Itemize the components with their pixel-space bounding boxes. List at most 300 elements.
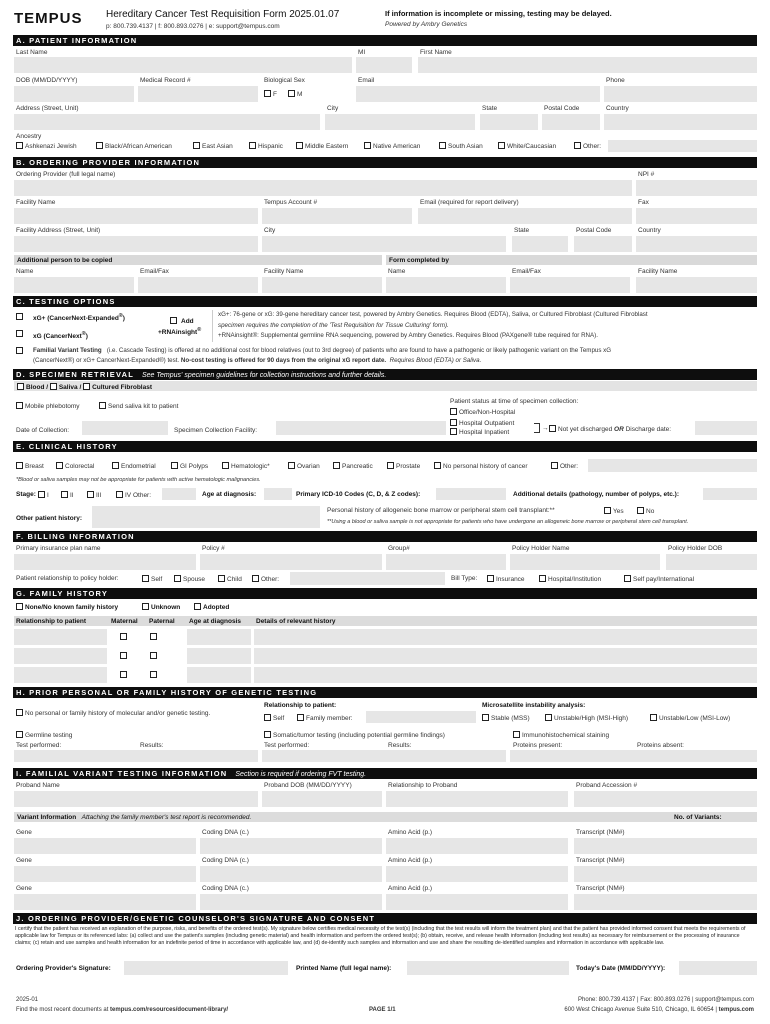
- mi-label: MI: [358, 49, 366, 56]
- germline-results-label: Results:: [140, 742, 164, 749]
- copy-email-label: Email/Fax: [140, 268, 169, 275]
- bill-hospital[interactable]: Hospital/Institution: [539, 575, 601, 583]
- num-variants-label: No. of Variants:: [674, 814, 722, 821]
- last-name-label: Last Name: [16, 49, 48, 56]
- cancer-pancreatic[interactable]: Pancreatic: [333, 462, 373, 470]
- signature-field[interactable]: [124, 961, 288, 975]
- phone-label: Phone: [606, 77, 625, 84]
- ancestry-other-field[interactable]: [608, 140, 757, 152]
- postal-field[interactable]: [542, 114, 600, 130]
- transplant-no[interactable]: No: [637, 507, 654, 515]
- checkbox[interactable]: [249, 142, 256, 149]
- checkbox[interactable]: [549, 425, 556, 432]
- mrn-field[interactable]: [138, 86, 258, 102]
- proteins-absent-label: Proteins absent:: [637, 742, 684, 749]
- test-desc-1: xG+: 76-gene or xG: 39-gene hereditary cancer test, powered by Ambry Genetics. Requires Blood (EDTA), Saliva, or Cultured Fibroblast (Cultured Fibroblast: [218, 311, 648, 318]
- checkbox[interactable]: [487, 575, 494, 582]
- additional-details-label: Additional details (pathology, number of polyps, etc.):: [513, 491, 679, 498]
- checkbox[interactable]: [288, 462, 295, 469]
- msi-label: Microsatellite instability analysis:: [482, 702, 586, 709]
- account-field[interactable]: [262, 208, 412, 224]
- icd-field[interactable]: [436, 488, 506, 500]
- no-prior-testing[interactable]: No personal or family history of molecular and/or genetic testing.: [16, 709, 210, 717]
- relationship-to-patient-label: Relationship to patient:: [264, 702, 337, 709]
- checkbox[interactable]: [171, 462, 178, 469]
- col-age-dx: Age at diagnosis: [189, 618, 242, 625]
- checkbox[interactable]: [574, 142, 581, 149]
- copy-name-label: Name: [16, 268, 34, 275]
- ancestry-middle-eastern[interactable]: Middle Eastern: [296, 142, 348, 150]
- checkbox[interactable]: [194, 603, 201, 610]
- arrow-icon: →: [542, 425, 549, 432]
- checkbox[interactable]: [450, 408, 457, 415]
- cancer-other-field[interactable]: [588, 459, 757, 472]
- fibroblast-option[interactable]: Cultured Fibroblast: [83, 384, 152, 391]
- ancestry-label: Ancestry: [16, 133, 42, 140]
- city-field[interactable]: [325, 114, 475, 130]
- proband-rel-label: Relationship to Proband: [388, 782, 458, 789]
- provider-city-field[interactable]: [262, 236, 506, 252]
- checkbox[interactable]: [16, 462, 23, 469]
- germline-option[interactable]: Germline testing: [16, 731, 72, 739]
- checkbox[interactable]: [56, 462, 63, 469]
- fh-row1-details[interactable]: [254, 629, 757, 645]
- proband-dob-field[interactable]: [262, 791, 382, 807]
- group-field[interactable]: [386, 554, 506, 570]
- checkbox[interactable]: [296, 142, 303, 149]
- report-email-label: Email (required for report delivery): [420, 199, 519, 206]
- section-i-header: I. FAMILIAL VARIANT TESTING INFORMATION Section is required if ordering FVT testing.: [13, 768, 757, 779]
- tempus-logo: TEMPUS: [14, 10, 83, 27]
- report-email-field[interactable]: [418, 208, 632, 224]
- fh-row3-paternal[interactable]: [150, 671, 157, 678]
- inpatient-option[interactable]: Hospital Inpatient: [450, 428, 509, 436]
- msi-high[interactable]: Unstable/High (MSI-High): [545, 714, 628, 722]
- policy-field[interactable]: [200, 554, 382, 570]
- xg-plus-checkbox[interactable]: [16, 313, 23, 320]
- coding-field-1[interactable]: [200, 838, 382, 854]
- printed-name-field[interactable]: [407, 961, 569, 975]
- amino-field-1[interactable]: [386, 838, 568, 854]
- checkbox[interactable]: [297, 714, 304, 721]
- fax-field[interactable]: [636, 208, 757, 224]
- plan-label: Primary insurance plan name: [16, 545, 101, 552]
- provider-field[interactable]: [14, 180, 632, 196]
- checkbox[interactable]: [387, 462, 394, 469]
- provider-country-field[interactable]: [636, 236, 757, 252]
- form-title: Hereditary Cancer Test Requisition Form 2025.01.07: [106, 9, 340, 20]
- provider-postal-field[interactable]: [574, 236, 632, 252]
- somatic-test-label: Test performed:: [264, 742, 310, 749]
- bill-insurance[interactable]: Insurance: [487, 575, 525, 583]
- checkbox[interactable]: [551, 462, 558, 469]
- other-history-label: Other patient history:: [16, 515, 83, 522]
- prior-self[interactable]: Self: [264, 714, 284, 722]
- fh-row2-details[interactable]: [254, 648, 757, 664]
- provider-postal-label: Postal Code: [576, 227, 612, 234]
- rel-self[interactable]: Self: [142, 575, 162, 583]
- checkbox[interactable]: [624, 575, 631, 582]
- proband-dob-label: Proband DOB (MM/DD/YYYY): [264, 782, 352, 789]
- add-label: Add: [181, 318, 194, 325]
- today-date-field[interactable]: [679, 961, 757, 975]
- transcript-field-3[interactable]: [574, 894, 757, 910]
- checkbox[interactable]: [650, 714, 657, 721]
- transcript-label-3: Transcript (NM#): [576, 885, 625, 892]
- col-details: Details of relevant history: [256, 618, 336, 625]
- somatic-field[interactable]: [262, 750, 506, 762]
- gene-field-1[interactable]: [14, 838, 196, 854]
- additional-details-field[interactable]: [703, 488, 757, 500]
- completed-facility-field[interactable]: [636, 277, 757, 293]
- signature-label: Ordering Provider's Signature:: [16, 965, 111, 972]
- test-desc-3: +RNAinsight®: Supplemental germline RNA sequencing, powered by Ambry Genetics. Requires Blood (PAXgene® tube required for RNA).: [218, 332, 598, 339]
- checkbox[interactable]: [142, 603, 149, 610]
- xg-checkbox[interactable]: [16, 330, 23, 337]
- checkbox[interactable]: [439, 142, 446, 149]
- fh-row1-maternal[interactable]: [120, 633, 127, 640]
- transplant-note: **Using a blood or saliva sample is not appropriate for patients who have undergone an allogeneic bone marrow or peripheral stem cell transplant.: [327, 519, 689, 525]
- coding-label-2: Coding DNA (c.): [202, 857, 249, 864]
- fh-row1-relationship[interactable]: [14, 629, 107, 645]
- coding-label-1: Coding DNA (c.): [202, 829, 249, 836]
- msi-low[interactable]: Unstable/Low (MSI-Low): [650, 714, 730, 722]
- copy-facility-field[interactable]: [262, 277, 382, 293]
- page-number: PAGE 1/1: [369, 1007, 396, 1013]
- checkbox[interactable]: [38, 491, 45, 498]
- checkbox[interactable]: [264, 714, 271, 721]
- section-j-header: J. ORDERING PROVIDER/GENETIC COUNSELOR'S SIGNATURE AND CONSENT: [13, 913, 757, 924]
- section-g-header: G. FAMILY HISTORY: [13, 588, 757, 599]
- holder-label: Policy Holder Name: [512, 545, 570, 552]
- section-b-header: B. ORDERING PROVIDER INFORMATION: [13, 157, 757, 168]
- email-label: Email: [358, 77, 375, 84]
- ancestry-south-asian[interactable]: South Asian: [439, 142, 483, 150]
- ancestry-native-american[interactable]: Native American: [364, 142, 420, 150]
- first-name-field[interactable]: [418, 57, 757, 73]
- checkbox[interactable]: [513, 731, 520, 738]
- checkbox[interactable]: [112, 462, 119, 469]
- mrn-label: Medical Record #: [140, 77, 191, 84]
- facility-address-field[interactable]: [14, 236, 258, 252]
- section-d-header: D. SPECIMEN RETRIEVAL See Tempus' specimen guidelines for collection instructions and further details.: [13, 369, 757, 380]
- cancer-colorectal[interactable]: Colorectal: [56, 462, 94, 470]
- sex-m-checkbox[interactable]: [288, 90, 295, 97]
- checkbox[interactable]: [116, 491, 123, 498]
- gene-label-2: Gene: [16, 857, 32, 864]
- phone-field[interactable]: [604, 86, 757, 102]
- transplant-yes[interactable]: Yes: [604, 507, 624, 515]
- checkbox[interactable]: [539, 575, 546, 582]
- checkbox[interactable]: [434, 462, 441, 469]
- cancer-endometrial[interactable]: Endometrial: [112, 462, 156, 470]
- section-e-header: E. CLINICAL HISTORY: [13, 441, 757, 452]
- checkbox[interactable]: [16, 603, 23, 610]
- divider: [212, 310, 213, 342]
- checkbox[interactable]: [16, 731, 23, 738]
- stage-label: Stage:: [16, 491, 36, 498]
- germline-test-label: Test performed:: [16, 742, 62, 749]
- checkbox[interactable]: [87, 491, 94, 498]
- checkbox[interactable]: [96, 142, 103, 149]
- fh-adopted[interactable]: Adopted: [194, 603, 229, 611]
- npi-field[interactable]: [636, 180, 757, 196]
- state-field[interactable]: [480, 114, 538, 130]
- age-dx-label: Age at diagnosis:: [202, 491, 257, 498]
- xg-label: xG (CancerNext®): [33, 331, 88, 341]
- group-label: Group#: [388, 545, 410, 552]
- fh-row3-age[interactable]: [187, 667, 251, 683]
- ancestry-black[interactable]: Black/African American: [96, 142, 172, 150]
- amino-field-3[interactable]: [386, 894, 568, 910]
- cancer-prostate[interactable]: Prostate: [387, 462, 420, 470]
- send-saliva-option[interactable]: Send saliva kit to patient: [99, 402, 178, 410]
- checkbox[interactable]: [498, 142, 505, 149]
- sex-label: Biological Sex: [264, 77, 305, 84]
- somatic-option[interactable]: Somatic/tumor testing (including potential germline findings): [264, 731, 445, 739]
- provider-state-field[interactable]: [512, 236, 568, 252]
- section-f-header: F. BILLING INFORMATION: [13, 531, 757, 542]
- form-completed-header: Form completed by: [386, 255, 757, 265]
- stage-iv[interactable]: IV Other:: [116, 491, 151, 499]
- col-relationship: Relationship to patient: [16, 618, 87, 625]
- checkbox[interactable]: [545, 714, 552, 721]
- fax-label: Fax: [638, 199, 649, 206]
- ancestry-white[interactable]: White/Caucasian: [498, 142, 556, 150]
- checkbox[interactable]: [604, 507, 611, 514]
- ancestry-other[interactable]: Other:: [574, 142, 601, 150]
- stage-i[interactable]: I: [38, 491, 49, 499]
- transcript-label-1: Transcript (NM#): [576, 829, 625, 836]
- completed-email-label: Email/Fax: [512, 268, 541, 275]
- proband-name-field[interactable]: [14, 791, 258, 807]
- footer-address: 600 West Chicago Avenue Suite 510, Chicago, IL 60654 | tempus.com: [564, 1007, 754, 1013]
- coding-field-3[interactable]: [200, 894, 382, 910]
- checkbox[interactable]: [333, 462, 340, 469]
- fh-row2-age[interactable]: [187, 648, 251, 664]
- mobile-phlebotomy-option[interactable]: Mobile phlebotomy: [16, 402, 80, 410]
- discharge-date-field[interactable]: [695, 421, 757, 435]
- patient-status-label: Patient status at time of specimen collection:: [450, 398, 579, 405]
- checkbox[interactable]: [450, 419, 457, 426]
- mi-field[interactable]: [356, 57, 412, 73]
- accession-label: Proband Accession #: [576, 782, 638, 789]
- fh-row2-maternal[interactable]: [120, 652, 127, 659]
- facility-label: Facility Name: [16, 199, 56, 206]
- checkbox[interactable]: [252, 575, 259, 582]
- sex-m-option[interactable]: M: [288, 90, 302, 98]
- copy-facility-label: Facility Name: [264, 268, 304, 275]
- gene-label-1: Gene: [16, 829, 32, 836]
- stage-other-field[interactable]: [162, 488, 196, 500]
- npi-label: NPI #: [638, 171, 655, 178]
- dob-label: DOB (MM/DD/YYYY): [16, 77, 78, 84]
- sex-f-option[interactable]: F: [264, 90, 277, 98]
- rel-other[interactable]: Other:: [252, 575, 279, 583]
- additional-person-header: Additional person to be copied: [14, 255, 382, 265]
- cancer-breast[interactable]: Breast: [16, 462, 44, 470]
- checkbox[interactable]: [16, 142, 23, 149]
- add-rna-checkbox[interactable]: [170, 317, 177, 324]
- ancestry-ashkenazi[interactable]: Ashkenazi Jewish: [16, 142, 77, 150]
- bill-selfpay[interactable]: Self pay/International: [624, 575, 694, 583]
- bill-type-label: Bill Type:: [451, 575, 478, 582]
- account-label: Tempus Account #: [264, 199, 318, 206]
- provider-state-label: State: [514, 227, 530, 234]
- footer-phone: Phone: 800.739.4137 | Fax: 800.893.0276 | support@tempus.com: [578, 997, 754, 1003]
- dob-field[interactable]: [14, 86, 134, 102]
- ancestry-hispanic[interactable]: Hispanic: [249, 142, 283, 150]
- office-option[interactable]: Office/Non-Hospital: [450, 408, 515, 416]
- cancer-ovarian[interactable]: Ovarian: [288, 462, 320, 470]
- fh-row2-relationship[interactable]: [14, 648, 107, 664]
- gene-label-3: Gene: [16, 885, 32, 892]
- coding-label-3: Coding DNA (c.): [202, 885, 249, 892]
- fh-none[interactable]: None/No known family history: [16, 603, 118, 611]
- fh-row3-maternal[interactable]: [120, 671, 127, 678]
- other-history-field[interactable]: [92, 506, 320, 528]
- transcript-field-2[interactable]: [574, 866, 757, 882]
- city-label: City: [327, 105, 339, 112]
- footer-code: 2025-01: [16, 997, 39, 1003]
- checkbox[interactable]: [450, 428, 457, 435]
- fh-row3-relationship[interactable]: [14, 667, 107, 683]
- checkbox[interactable]: [482, 714, 489, 721]
- icd-label: Primary ICD-10 Codes (C, D, & Z codes):: [296, 491, 421, 498]
- prior-family-member[interactable]: Family member:: [297, 714, 353, 722]
- facility-field[interactable]: [14, 208, 258, 224]
- address-field[interactable]: [14, 114, 320, 130]
- last-name-field[interactable]: [14, 57, 352, 73]
- checkbox[interactable]: [264, 731, 271, 738]
- test-desc-2: specimen requires the completion of the 'Test Requisition for Tissue Culturing' form).: [218, 322, 449, 329]
- provider-label: Ordering Provider (full legal name): [16, 171, 116, 178]
- inpatient-bracket: [534, 423, 540, 433]
- stage-ii[interactable]: II: [61, 491, 74, 499]
- col-paternal: Paternal: [149, 618, 175, 625]
- rel-spouse[interactable]: Spouse: [174, 575, 205, 583]
- holder-dob-field[interactable]: [666, 554, 757, 570]
- somatic-results-label: Results:: [388, 742, 412, 749]
- checkbox[interactable]: [16, 402, 23, 409]
- msi-stable[interactable]: Stable (MSS): [482, 714, 530, 722]
- age-dx-field[interactable]: [264, 488, 292, 500]
- completed-facility-label: Facility Name: [638, 268, 678, 275]
- amino-label-2: Amino Acid (p.): [388, 857, 433, 864]
- cancer-hematologic[interactable]: Hematologic*: [222, 462, 270, 470]
- proteins-present-label: Proteins present:: [513, 742, 563, 749]
- fh-row1-paternal[interactable]: [150, 633, 157, 640]
- checkbox[interactable]: [364, 142, 371, 149]
- amino-label-3: Amino Acid (p.): [388, 885, 433, 892]
- holder-dob-label: Policy Holder DOB: [668, 545, 723, 552]
- cancer-none[interactable]: No personal history of cancer: [434, 462, 528, 470]
- header-contact: p: 800.739.4137 | f: 800.893.0276 | e: support@tempus.com: [106, 23, 280, 30]
- fh-row2-paternal[interactable]: [150, 652, 157, 659]
- ancestry-east-asian[interactable]: East Asian: [193, 142, 233, 150]
- family-member-field[interactable]: [366, 711, 476, 723]
- printed-name-label: Printed Name (full legal name):: [296, 965, 392, 972]
- fh-unknown[interactable]: Unknown: [142, 603, 180, 611]
- copy-email-field[interactable]: [138, 277, 258, 293]
- country-field[interactable]: [604, 114, 757, 130]
- proband-rel-field[interactable]: [386, 791, 568, 807]
- familial-checkbox[interactable]: [16, 347, 23, 354]
- amino-field-2[interactable]: [386, 866, 568, 882]
- outpatient-option[interactable]: Hospital Outpatient: [450, 419, 514, 427]
- fibroblast-checkbox[interactable]: [83, 383, 90, 390]
- not-discharged-option[interactable]: Not yet discharged OR Discharge date:: [549, 425, 671, 433]
- header-warning: If information is incomplete or missing, testing may be delayed.: [385, 9, 612, 18]
- rel-other-field[interactable]: [290, 572, 445, 585]
- rel-child[interactable]: Child: [218, 575, 242, 583]
- checkbox[interactable]: [174, 575, 181, 582]
- blood-checkbox[interactable]: [17, 383, 24, 390]
- accession-field[interactable]: [574, 791, 757, 807]
- add-rna-label: +RNAinsight®: [158, 327, 202, 337]
- checkbox[interactable]: [61, 491, 68, 498]
- checkbox[interactable]: [222, 462, 229, 469]
- ihc-field[interactable]: [510, 750, 757, 762]
- completed-name-field[interactable]: [386, 277, 506, 293]
- stage-iii[interactable]: III: [87, 491, 101, 499]
- collection-date-field[interactable]: [82, 421, 168, 435]
- cancer-gi-polyps[interactable]: GI Polyps: [171, 462, 208, 470]
- ihc-option[interactable]: Immunohistochemical staining: [513, 731, 609, 739]
- country-label: Country: [606, 105, 629, 112]
- section-h-header: H. PRIOR PERSONAL OR FAMILY HISTORY OF GENETIC TESTING: [13, 687, 757, 698]
- holder-field[interactable]: [510, 554, 660, 570]
- checkbox[interactable]: [99, 402, 106, 409]
- collection-date-label: Date of Collection:: [16, 427, 70, 434]
- completed-email-field[interactable]: [510, 277, 630, 293]
- transcript-field-1[interactable]: [574, 838, 757, 854]
- gene-field-2[interactable]: [14, 866, 196, 882]
- copy-name-field[interactable]: [14, 277, 134, 293]
- gene-field-3[interactable]: [14, 894, 196, 910]
- fh-row1-age[interactable]: [187, 629, 251, 645]
- collection-facility-field[interactable]: [276, 421, 446, 435]
- checkbox[interactable]: [16, 709, 23, 716]
- checkbox[interactable]: [218, 575, 225, 582]
- blood-option[interactable]: Blood /: [17, 384, 48, 391]
- plan-field[interactable]: [14, 554, 196, 570]
- checkbox[interactable]: [637, 507, 644, 514]
- relationship-label: Patient relationship to policy holder:: [16, 575, 119, 582]
- cancer-other[interactable]: Other:: [551, 462, 578, 470]
- variant-info-bar: Variant Information Attaching the family member's test report is recommended.: [14, 812, 757, 822]
- tempus-link[interactable]: tempus.com: [718, 1007, 754, 1013]
- email-field[interactable]: [356, 86, 600, 102]
- section-a-header: A. PATIENT INFORMATION: [13, 35, 757, 46]
- sex-f-checkbox[interactable]: [264, 90, 271, 97]
- checkbox[interactable]: [142, 575, 149, 582]
- checkbox[interactable]: [193, 142, 200, 149]
- document-library-link[interactable]: tempus.com/resources/document-library/: [110, 1007, 229, 1013]
- saliva-option[interactable]: Saliva /: [50, 384, 81, 391]
- today-date-label: Today's Date (MM/DD/YYYY):: [576, 965, 666, 972]
- germline-field[interactable]: [14, 750, 258, 762]
- powered-by: Powered by Ambry Genetics: [385, 21, 468, 28]
- saliva-checkbox[interactable]: [50, 383, 57, 390]
- transplant-label: Personal history of allogeneic bone marrow or peripheral stem cell transplant:**: [327, 507, 555, 514]
- coding-field-2[interactable]: [200, 866, 382, 882]
- fh-row3-details[interactable]: [254, 667, 757, 683]
- collection-facility-label: Specimen Collection Facility:: [174, 427, 258, 434]
- provider-country-label: Country: [638, 227, 661, 234]
- footer-find: Find the most recent documents at tempus.com/resources/document-library/: [16, 1007, 229, 1013]
- hematologic-note: *Blood or saliva samples may not be appropriate for patients with active hematologic malignancies.: [16, 477, 261, 483]
